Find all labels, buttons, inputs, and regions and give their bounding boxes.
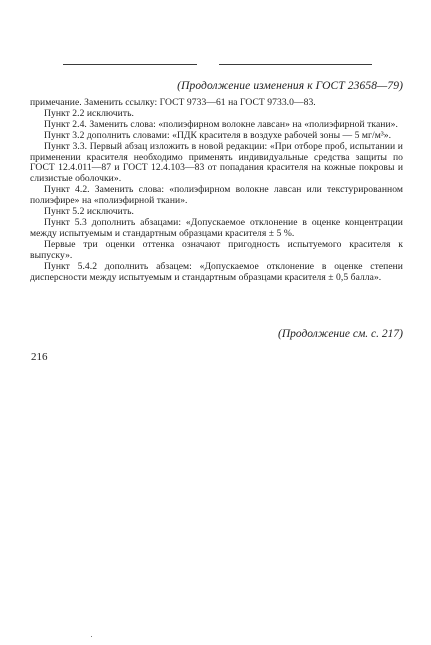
page-number: 216 [31,351,48,363]
paragraph-5-2: Пункт 5.2 исключить. [44,206,134,218]
paragraph-5-3-continued: Первые три оценки оттенка означают пригодность испытуемого красителя к выпуску». [30,238,403,261]
document-body [30,98,403,283]
continued-note: (Продолжение см. с. 217) [278,328,403,340]
continuation-header: (Продолжение изменения к ГОСТ 23658—79) [177,80,403,92]
paragraph-3-2: Пункт 3.2 дополнить словами: «ПДК красителя в воздухе рабочей зоны — 5 мг/м³». [44,129,392,141]
top-rule-right [219,64,372,65]
paragraph-4-2: Пункт 4.2. Заменить слова: «полиэфирном волокне лавсан или текстурированном полиэфире» на «полиэфирной ткани». [30,184,403,207]
scan-speck [91,636,92,637]
paragraph-2-2: Пункт 2.2 исключить. [44,107,134,119]
paragraph-5-4-2: Пункт 5.4.2 дополнить абзацем: «Допускаемое отклонение в оценке степени дисперсности между испытуемым и стандартным образцами красителя ± 0,5 балла». [30,260,403,283]
paragraph-note-reference: примечание. Заменить ссылку: ГОСТ 9733—61 на ГОСТ 9733.0—83. [30,97,316,108]
paragraph-5-3: Пункт 5.3 дополнить абзацами: «Допускаемое отклонение в оценке концентрации между испытуемым и стандартным образцами красителя ± 5 %. [30,216,403,239]
paragraph-3-3: Пункт 3.3. Первый абзац изложить в новой редакции: «При отборе проб, испытании и применении красителя необходимо применять индивидуальные средства защиты по ГОСТ 12.4.011—87 и ГОСТ 12.4.103—83 от попадания красителя на кожные покровы и слизистые оболочки». [30,140,403,185]
paragraph-2-4: Пункт 2.4. Заменить слова: «полиэфирном волокне лавсан» на «полиэфирной ткани». [44,118,398,130]
top-rule-left [63,64,197,65]
